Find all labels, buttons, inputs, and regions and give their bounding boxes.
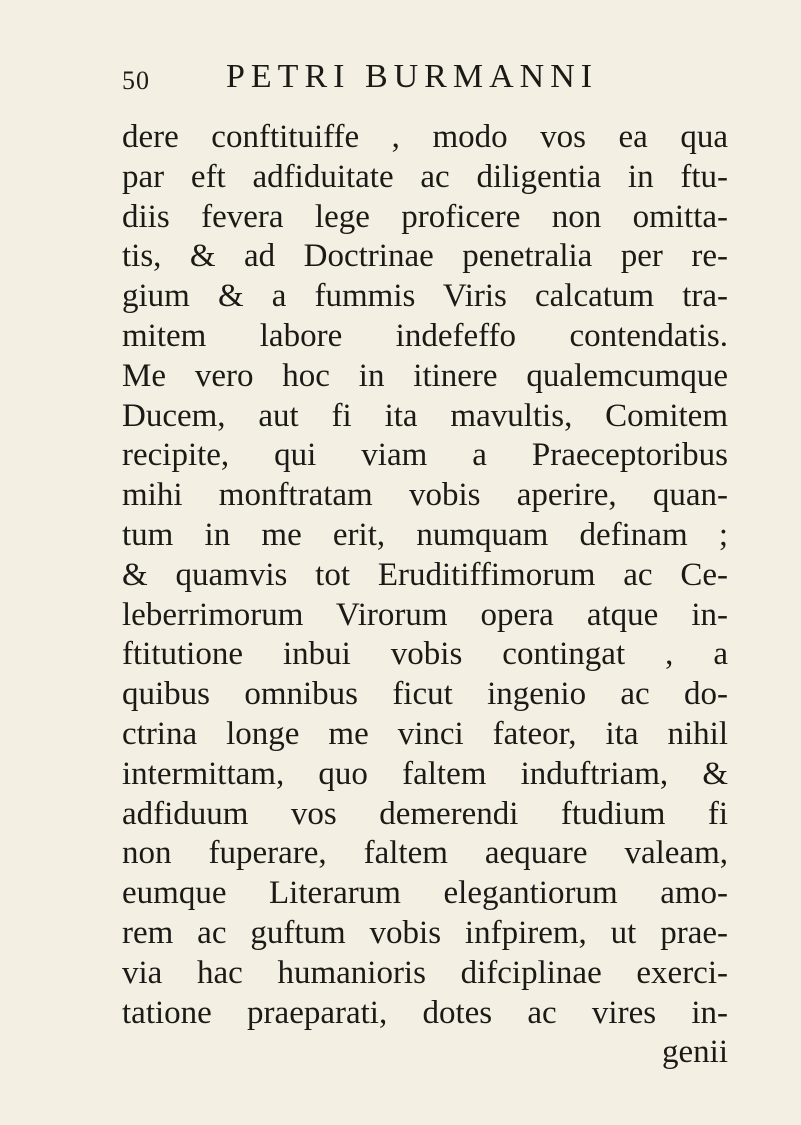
text-line: recipite, qui viam a Praeceptoribus bbox=[122, 437, 728, 474]
text-line: diis fevera lege proficere non omitta- bbox=[122, 198, 728, 235]
text-line: ftitutione inbui vobis contingat , a bbox=[122, 636, 728, 673]
body-text bbox=[122, 118, 728, 1073]
text-line: dere conftituiffe , modo vos ea qua bbox=[122, 119, 728, 155]
text-line: non fuperare, faltem aequare valeam, bbox=[122, 835, 728, 872]
text-line: leberrimorum Virorum opera atque in- bbox=[122, 596, 728, 633]
page-number: 50 bbox=[122, 66, 150, 95]
text-line: quibus omnibus ficut ingenio ac do- bbox=[122, 676, 728, 713]
text-line: gium & a fummis Viris calcatum tra- bbox=[122, 278, 728, 315]
text-line: tis, & ad Doctrinae penetralia per re- bbox=[122, 238, 728, 275]
text-line: & quamvis tot Eruditiffimorum ac Ce- bbox=[122, 556, 728, 593]
text-line: via hac humanioris difciplinae exerci- bbox=[122, 954, 728, 991]
text-line: ctrina longe me vinci fateor, ita nihil bbox=[122, 715, 728, 752]
page-header bbox=[122, 58, 722, 102]
text-line: mitem labore indefeffo contendatis. bbox=[122, 317, 728, 354]
text-line: par eft adfiduitate ac diligentia in ftu- bbox=[122, 158, 728, 195]
text-line: tatione praeparati, dotes ac vires in- bbox=[122, 994, 728, 1031]
text-line: rem ac guftum vobis infpirem, ut prae- bbox=[122, 914, 728, 951]
text-line: eumque Literarum elegantiorum amo- bbox=[122, 875, 728, 912]
text-line: Me vero hoc in itinere qualemcumque bbox=[122, 357, 728, 394]
text-line: intermittam, quo faltem induftriam, & bbox=[122, 755, 728, 792]
catchword: genii bbox=[662, 1034, 728, 1071]
text-line: tum in me erit, numquam definam ; bbox=[122, 516, 728, 553]
text-line: mihi monftratam vobis aperire, quan- bbox=[122, 477, 728, 514]
text-line: adfiduum vos demerendi ftudium fi bbox=[122, 795, 728, 832]
text-line: Ducem, aut fi ita mavultis, Comitem bbox=[122, 397, 728, 434]
running-head: PETRI BURMANNI bbox=[226, 58, 599, 95]
